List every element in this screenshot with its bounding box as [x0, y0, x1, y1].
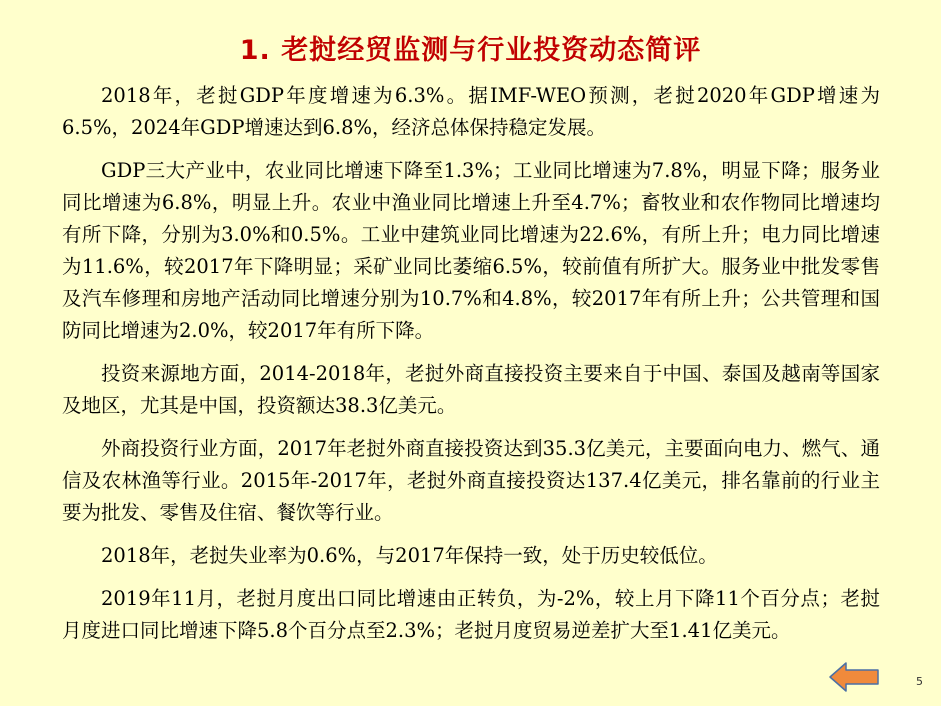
paragraph-investment-sectors: 外商投资行业方面，2017年老挝外商直接投资达到35.3亿美元，主要面向电力、燃气、通信及农林渔等行业。2015年-2017年，老挝外商直接投资达137.4亿美元，排名靠前的行业主要为批发、零售及住宿、餐饮等行业。: [62, 437, 880, 524]
slide-body: [62, 80, 880, 658]
paragraph-industry-breakdown: GDP三大产业中，农业同比增速下降至1.3%；工业同比增速为7.8%，明显下降；服务业同比增速为6.8%，明显上升。农业中渔业同比增速上升至4.7%；畜牧业和农作物同比增速均有所下降，分别为3.0%和0.5%。工业中建筑业同比增速为22.6%，有所上升；电力同比增速为11.6%，较2017年下降明显；采矿业同比萎缩6.5%，较前值有所扩大。服务业中批发零售及汽车修理和房地产活动同比增速分别为10.7%和4.8%，较2017年有所上升；公共管理和国防同比增速为2.0%，较2017年有所下降。: [62, 159, 880, 342]
back-button[interactable]: [828, 661, 880, 693]
slide-title: 1. 老挝经贸监测与行业投资动态简评: [239, 35, 702, 66]
paragraph-investment-source: 投资来源地方面，2014-2018年，老挝外商直接投资主要来自于中国、泰国及越南等国家及地区，尤其是中国，投资额达38.3亿美元。: [62, 362, 880, 417]
page-number: 5: [916, 675, 923, 688]
left-arrow-icon: [828, 661, 880, 693]
paragraph-unemployment: 2018年，老挝失业率为0.6%，与2017年保持一致，处于历史较低位。: [101, 544, 718, 567]
paragraph-trade: 2019年11月，老挝月度出口同比增速由正转负，为-2%，较上月下降11个百分点；老挝月度进口同比增速下降5.8个百分点至2.3%；老挝月度贸易逆差扩大至1.41亿美元。: [62, 587, 880, 642]
paragraph-gdp-growth: 2018年，老挝GDP年度增速为6.3%。据IMF-WEO预测，老挝2020年GDP增速为6.5%，2024年GDP增速达到6.8%，经济总体保持稳定发展。: [62, 84, 880, 139]
